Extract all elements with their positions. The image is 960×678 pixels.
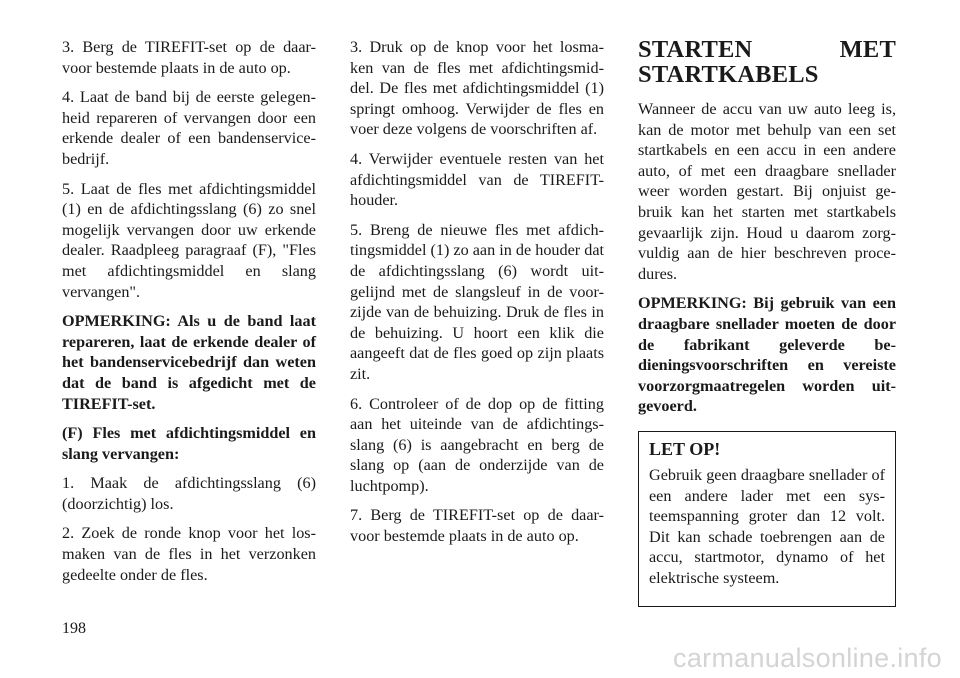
- paragraph-step-3-store-kit: 3. Berg de TIREFIT-set op de daar-voor bestemde plaats in de auto op.: [62, 38, 316, 77]
- text-column-right: [638, 37, 896, 607]
- watermark: carmanualsonline.info: [673, 643, 942, 673]
- paragraph-step-4-remove-residue: 4. Verwijder eventuele resten van het afdichtingsmiddel van de TIREFIT-houder.: [350, 149, 604, 210]
- caution-body: Gebruik geen draagbare snellader of een andere lader met een sys-teemspanning groter dan 12 volt. Dit kan schade toebrengen aan de accu, startmotor, dynamo of het elektrische systeem.: [649, 465, 885, 587]
- paragraph-step-6-check-cap: 6. Controleer of de dop op de fitting aan het uiteinde van de afdichtings-slang (6) is aangebracht en berg de slang op (aan de onderzijde van de luchtpomp).: [350, 394, 604, 495]
- paragraph-step-1-disconnect-hose: 1. Maak de afdichtingsslang (6) (doorzichtig) los.: [62, 474, 316, 513]
- paragraph-step-3-press-release: 3. Druk op de knop voor het losma-ken van de fles met afdichtingsmid-del. De fles met afdichtingsmiddel (1) springt omhoog. Verwijder de fles en voer deze volgens de voorschriften af.: [350, 38, 604, 139]
- paragraph-step-4-repair-tire: 4. Laat de band bij de eerste gelegen-heid repareren of vervangen door een erkende dealer of een bandenservice-bedrijf.: [62, 88, 316, 168]
- paragraph-step-5-replace-bottle: 5. Laat de fles met afdichtingsmiddel (1) en de afdichtingsslang (6) zo snel mogelijk vervangen door uw erkende dealer. Raadpleeg paragraaf (F), "Fles met afdichtingsmiddel en slang vervangen".: [62, 179, 316, 301]
- paragraph-step-7-store-kit: 7. Berg de TIREFIT-set op de daar-voor bestemde plaats in de auto op.: [350, 506, 604, 546]
- caution-box: [638, 431, 896, 608]
- paragraph-step-2-find-release-button: 2. Zoek de ronde knop voor het los-maken van de fles in het verzonken gedeelte onder de fles.: [62, 524, 316, 584]
- text-column-left: [62, 37, 316, 594]
- text-column-middle: [350, 37, 604, 556]
- paragraph-jump-start-intro: Wanneer de accu van uw auto leeg is, kan de motor met behulp van een set startkabels en een accu in een andere auto, of met een draagbare snellader weer worden gestart. Bij onjuist ge-bruik kan het starten met startkabels gevaarlijk zijn. Houd u daarom zorg-vuldig aan de hier beschreven proce-dures.: [638, 100, 896, 283]
- caution-title: LET OP!: [649, 438, 721, 459]
- note-inform-dealer: OPMERKING: Als u de band laat repareren, laat de erkende dealer of het bandenservicebedrijf dan weten dat de band is afgedicht met de TIREFIT-set.: [62, 312, 316, 413]
- paragraph-step-5-install-new-bottle: 5. Breng de nieuwe fles met afdich-tingsmiddel (1) zo aan in de houder dat de afdichtingsslang (6) wordt uit-gelijnd met de slangsleuf in de voor-zijde van de behuizing. Druk de fles in de behuizing. U hoort een klik die aangeeft dat de fles goed op zijn plaats zit.: [350, 220, 604, 383]
- section-heading: STARTEN MET STARTKABELS: [638, 36, 896, 88]
- page-number: 198: [62, 620, 86, 637]
- subheading-replace-bottle-hose: (F) Fles met afdichtingsmiddel en slang vervangen:: [62, 424, 316, 463]
- note-portable-charger: OPMERKING: Bij gebruik van een draagbare snellader moeten de door de fabrikant geleverde be-dieningsvoorschriften en vereiste voorzorgmaatregelen worden uit-gevoerd.: [638, 294, 896, 416]
